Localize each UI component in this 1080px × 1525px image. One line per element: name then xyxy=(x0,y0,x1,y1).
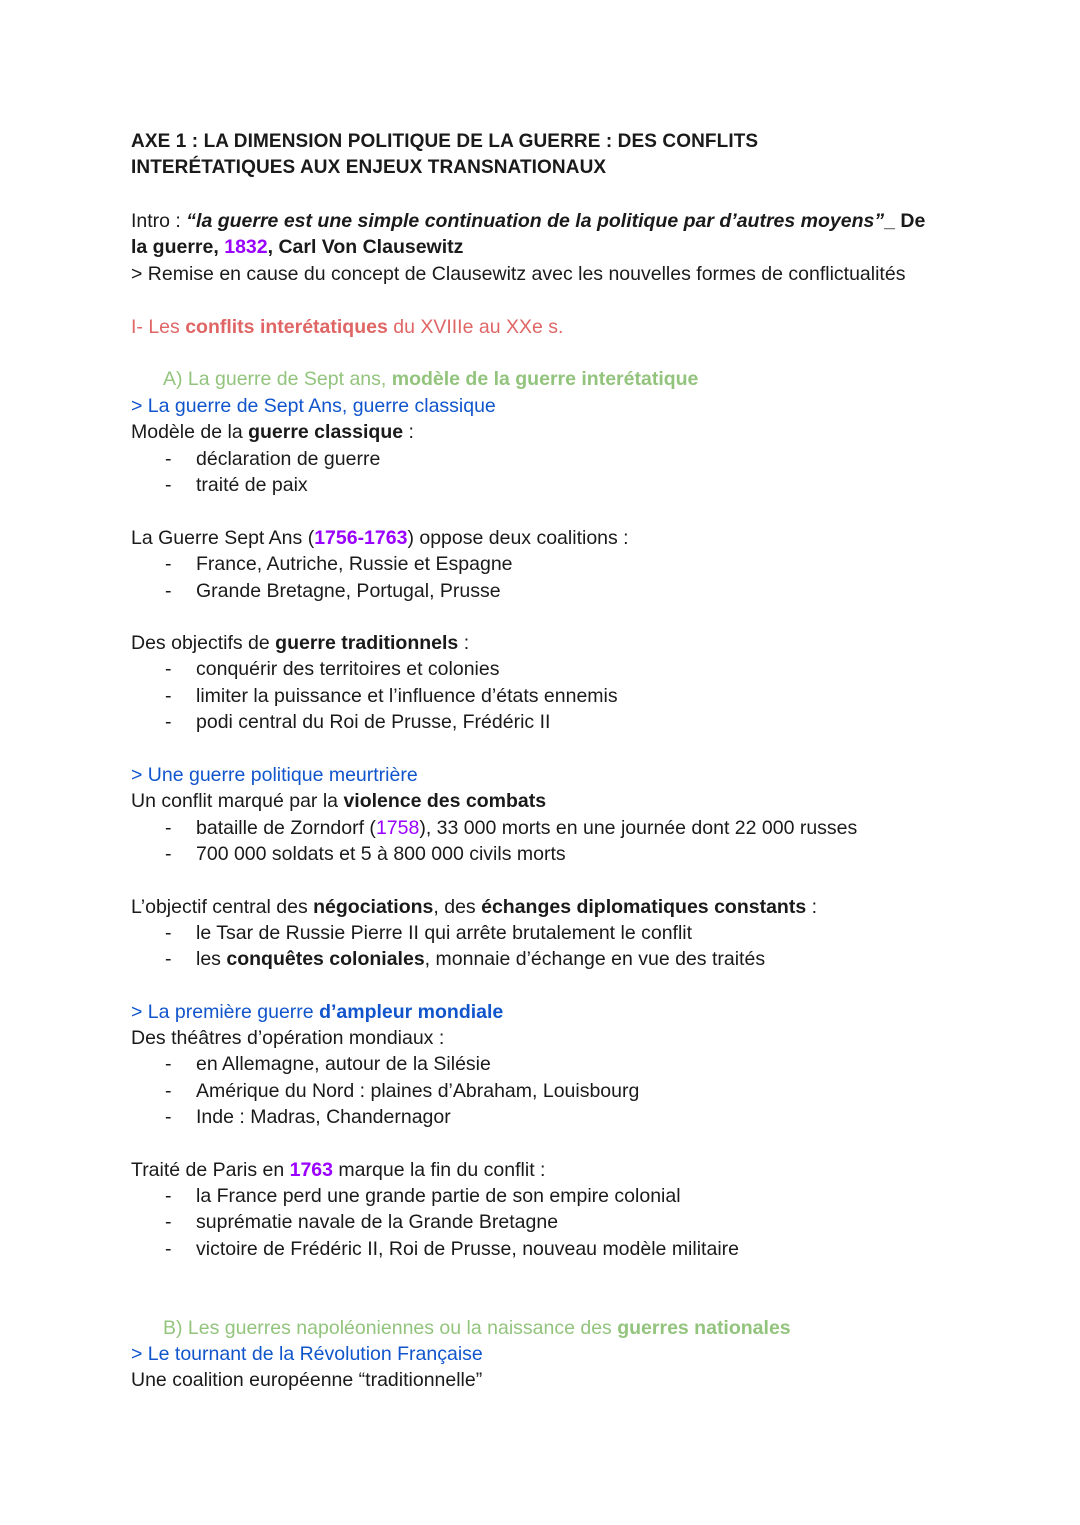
part1-prefix: I- Les xyxy=(131,316,186,338)
neg-bold1: négociations xyxy=(313,896,434,918)
intro-source-line xyxy=(131,234,463,260)
doc-title-line2: INTERÉTATIQUES AUX ENJEUX TRANSNATIONAUX xyxy=(131,157,607,178)
intro-sep: _ xyxy=(884,210,901,232)
war-pre: La Guerre Sept Ans ( xyxy=(131,527,315,549)
treaty-year: 1763 xyxy=(289,1159,333,1181)
neg-bold2: échanges diplomatiques constants xyxy=(481,896,807,918)
model-post: : xyxy=(403,421,414,443)
war-years: 1756-1763 xyxy=(314,527,408,549)
model-pre: Modèle de la xyxy=(131,421,249,443)
neg-post: : xyxy=(806,896,818,918)
neg-pre: L’objectif central des xyxy=(131,896,314,918)
model-line xyxy=(131,419,414,445)
subheading-revolution: > Le tournant de la Révolution Française xyxy=(131,1343,483,1365)
conflict-line xyxy=(131,788,546,814)
treaty-line xyxy=(131,1157,545,1183)
negotiations-line xyxy=(131,894,817,920)
sectionA-prefix: A) La guerre de Sept ans, xyxy=(163,368,392,390)
sub3-bold: d’ampleur mondiale xyxy=(319,1001,504,1023)
coalition-line: Une coalition européenne “traditionnelle” xyxy=(131,1369,483,1391)
part1-suffix: du XVIIIe au XXe s. xyxy=(387,316,564,338)
intro-work-a: De xyxy=(900,210,926,232)
intro-year: 1832 xyxy=(224,236,268,258)
intro-work-b: la guerre xyxy=(131,236,214,258)
sub3-pre: > La première guerre xyxy=(131,1001,320,1023)
obj-bold: guerre traditionnels xyxy=(275,632,459,654)
conf-pre: Un conflit marqué par la xyxy=(131,790,344,812)
objectives-line xyxy=(131,630,469,656)
treaty-post: marque la fin du conflit : xyxy=(333,1159,546,1181)
conf-bold: violence des combats xyxy=(343,790,547,812)
treaty-pre: Traité de Paris en xyxy=(131,1159,290,1181)
intro-quote: “la guerre est une simple continuation de la politique par d’autres moyens” xyxy=(186,210,885,232)
theatres-line: Des théâtres d’opération mondiaux : xyxy=(131,1027,445,1049)
sectionB-prefix: B) Les guerres napoléoniennes ou la naissance des xyxy=(163,1317,618,1339)
neg-mid: , des xyxy=(433,896,482,918)
war-line xyxy=(131,525,629,551)
intro-line xyxy=(131,208,925,234)
obj-post: : xyxy=(458,632,470,654)
part1-highlight: conflits interétatiques xyxy=(185,316,388,338)
doc-title-line1: AXE 1 : LA DIMENSION POLITIQUE DE LA GUERRE : DES CONFLITS xyxy=(131,131,759,152)
war-post: ) oppose deux coalitions : xyxy=(407,527,629,549)
obj-pre: Des objectifs de xyxy=(131,632,276,654)
intro-comma2: , xyxy=(267,236,279,258)
model-bold: guerre classique xyxy=(248,421,404,443)
sectionB-highlight: guerres nationales xyxy=(617,1317,791,1339)
intro-label: Intro : xyxy=(131,210,187,232)
part1-heading xyxy=(131,314,563,340)
sectionA-heading xyxy=(163,366,698,392)
subheading-meurtriere: > Une guerre politique meurtrière xyxy=(131,764,418,786)
intro-remark: > Remise en cause du concept de Clausewitz avec les nouvelles formes de conflictualités xyxy=(131,263,906,285)
subheading-classique: > La guerre de Sept Ans, guerre classique xyxy=(131,395,496,417)
subheading-mondiale xyxy=(131,999,503,1025)
intro-comma1: , xyxy=(213,236,225,258)
intro-author: Carl Von Clausewitz xyxy=(278,236,464,258)
sectionB-heading xyxy=(163,1315,791,1341)
sectionA-highlight: modèle de la guerre interétatique xyxy=(391,368,699,390)
